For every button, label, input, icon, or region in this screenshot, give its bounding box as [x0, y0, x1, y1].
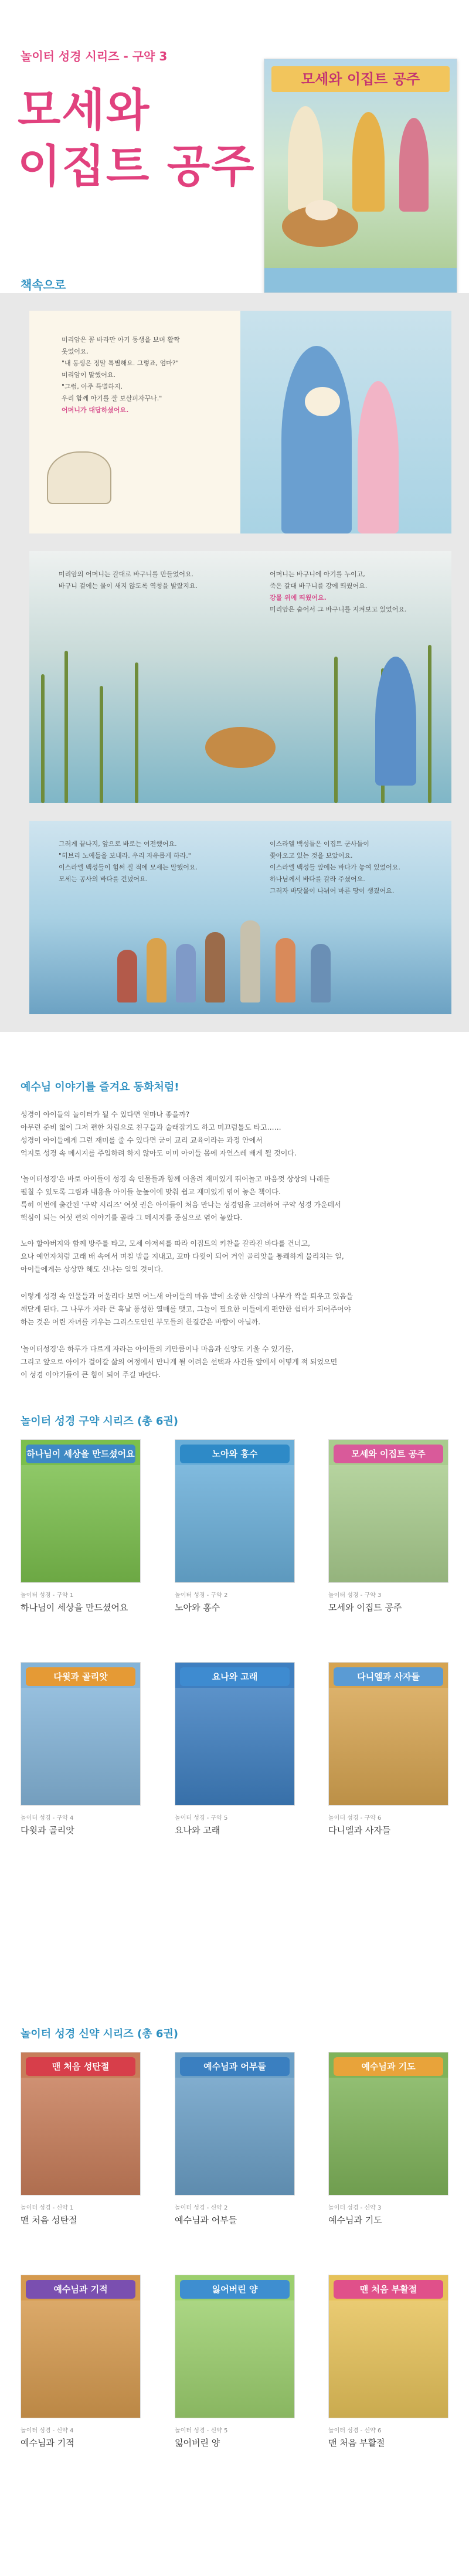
book-cover[interactable] — [175, 1662, 295, 1806]
figure-israelite — [176, 944, 196, 1002]
intro-line: 아무런 준비 없이 그저 편한 차림으로 친구들과 술래잡기도 하고 미끄럼틀도 타고…… — [21, 1123, 281, 1131]
book-series-number: 놀이터 성경 - 신약 3 — [328, 2205, 382, 2211]
cover-illustration — [329, 1465, 448, 1582]
spread2-line: 죽은 갈대 바구니를 강에 띄웠어요. — [270, 582, 368, 590]
reed — [64, 651, 68, 803]
book-cover-title: 다니엘과 사자들 — [334, 1667, 443, 1686]
cover-illustration — [175, 2300, 294, 2418]
figure-servant — [352, 112, 385, 212]
book-card[interactable] — [328, 1439, 448, 1613]
intro-paragraph-3 — [21, 1237, 448, 1276]
intro-line: '놀이터성경'은 바로 아이들이 성경 속 인물들과 함께 어울려 재미있게 뛰어놀고 마음껏 상상의 나래를 — [21, 1175, 330, 1183]
intro-line: 노아 할아버지와 함께 방주를 타고, 모세 아저씨를 따라 이집트의 키찬을 갈라진 바다를 건너고, — [21, 1239, 310, 1248]
spread1-line: "내 동생은 정말 특별해요. 그렇죠, 엄마?" — [62, 359, 179, 367]
spread3-line: 그러자 바닷물이 나뉘어 마른 땅이 생겼어요. — [270, 887, 395, 895]
figure-mother — [375, 657, 416, 786]
book-title[interactable]: 잃어버린 양 — [175, 2438, 220, 2448]
reed — [100, 686, 103, 803]
intro-paragraph-1 — [21, 1108, 448, 1160]
book-cover[interactable] — [21, 2275, 141, 2418]
book-card[interactable] — [175, 2275, 295, 2449]
book-cover-title: 다윗과 골리앗 — [26, 1667, 135, 1686]
spread1-right-page — [240, 311, 451, 533]
spread3-line: 이스라엘 백성들이 힘써 질 적에 모세는 말했어요. — [59, 864, 198, 871]
spread3-line: 하나님께서 바다를 갈라 주셨어요. — [270, 875, 365, 883]
book-card[interactable] — [328, 2052, 448, 2226]
intro-line: 이렇게 성경 속 인물들과 어울리다 보면 어느새 아이들의 마음 밭에 소중한 신앙의 나무가 싹을 틔우고 있음을 — [21, 1292, 354, 1300]
spread3-text-right — [270, 838, 400, 897]
book-cover-title: 잃어버린 양 — [180, 2280, 290, 2299]
book-card[interactable] — [175, 1439, 295, 1613]
figure-mother — [281, 346, 352, 533]
book-title[interactable]: 다니엘과 사자들 — [328, 1825, 391, 1836]
spread2-line: 바구니 겉에는 물이 새지 않도록 역청을 발랐지요. — [59, 582, 198, 590]
book-cover[interactable] — [21, 1439, 141, 1583]
hero-title — [18, 82, 256, 195]
spread3-line: 쫓아오고 있는 것을 보았어요. — [270, 852, 353, 859]
old-testament-heading: 놀이터 성경 구약 시리즈 (총 6권) — [21, 1415, 178, 1428]
cover-illustration — [175, 1465, 294, 1582]
intro-line: 펼칠 수 있도록 그림과 내용을 아이들 눈높이에 맞춰 쉽고 재미있게 엮어 놓은 책이다. — [21, 1188, 281, 1196]
reed — [428, 645, 431, 803]
book-series-number: 놀이터 성경 - 신약 2 — [175, 2205, 228, 2211]
intro-line: 이 성경 이야기들이 큰 힘이 되어 주길 바란다. — [21, 1371, 161, 1379]
new-testament-heading: 놀이터 성경 신약 시리즈 (총 6권) — [21, 2028, 178, 2040]
book-cover-title: 노아와 홍수 — [180, 1445, 290, 1463]
spread2-line: 어머니는 바구니에 아기를 누이고, — [270, 570, 365, 578]
cat-illustration — [47, 451, 111, 504]
hero-title-line2: 이집트 공주 — [18, 140, 256, 192]
book-card[interactable] — [21, 2275, 141, 2449]
figure-princess — [288, 106, 323, 212]
book-series-number: 놀이터 성경 - 구약 2 — [175, 1592, 228, 1599]
spread2-text-right — [270, 569, 407, 616]
intro-line: 요나 예언자처럼 고래 배 속에서 며칠 밤을 지내고, 꼬마 다윗이 되어 거인 골리앗을 통쾌하게 물리치는 일, — [21, 1252, 344, 1260]
book-title[interactable]: 다윗과 골리앗 — [21, 1825, 74, 1836]
book-title[interactable]: 맨 처음 부활절 — [328, 2438, 385, 2448]
spread2-line: 강물 위에 띄웠어요. — [270, 594, 327, 601]
series-label: 놀이터 성경 시리즈 - 구약 3 — [21, 49, 168, 63]
book-title[interactable]: 예수님과 기도 — [328, 2215, 382, 2225]
figure-miriam — [399, 118, 429, 212]
book-series-number: 놀이터 성경 - 신약 4 — [21, 2428, 74, 2434]
figure-israelite — [311, 944, 331, 1002]
book-card[interactable] — [21, 1662, 141, 1836]
spread1-left-page — [29, 311, 240, 533]
spread-heading: 책속으로 — [21, 278, 66, 292]
reed — [334, 657, 338, 803]
book-cover[interactable] — [328, 1439, 448, 1583]
book-cover[interactable] — [328, 1662, 448, 1806]
book-cover[interactable] — [21, 2052, 141, 2196]
cover-illustration — [21, 2300, 140, 2418]
intro-line: 아이들에게는 상상만 해도 신나는 일일 것이다. — [21, 1265, 164, 1273]
book-card[interactable] — [175, 2052, 295, 2226]
book-cover-title: 예수님과 어부들 — [180, 2057, 290, 2076]
spread1-line: 웃었어요. — [62, 348, 89, 355]
reed — [41, 674, 45, 803]
intro-heading: 예수님 이야기를 즐겨요 동화처럼! — [21, 1081, 179, 1093]
intro-paragraph-2 — [21, 1173, 448, 1224]
intro-line: 성경이 아이들의 놀이터가 될 수 있다면 얼마나 좋을까? — [21, 1110, 190, 1119]
book-series-number: 놀이터 성경 - 구약 6 — [328, 1815, 382, 1821]
cover-illustration — [329, 2300, 448, 2418]
cover-illustration — [329, 1688, 448, 1805]
hero-section — [0, 0, 469, 240]
intro-line: 성경이 아이들에게 그런 재미를 줄 수 있다면 굳이 교리 교육이라는 과정 안에서 — [21, 1136, 263, 1144]
baby-illustration — [305, 200, 338, 220]
book-cover-title: 요나와 고래 — [180, 1667, 290, 1686]
spread-page-1 — [29, 311, 451, 533]
spread1-line: 우리 함께 아기를 잘 보살피자꾸나." — [62, 395, 162, 402]
book-cover-image — [264, 59, 457, 293]
cover-title: 모세와 이집트 공주 — [271, 66, 450, 92]
spread1-line: "그럼, 아주 특별하지. — [62, 383, 123, 390]
book-cover[interactable] — [21, 1662, 141, 1806]
book-title[interactable]: 예수님과 기적 — [21, 2438, 74, 2448]
book-series-number: 놀이터 성경 - 신약 5 — [175, 2428, 228, 2434]
intro-line: 핵심이 되는 여섯 편의 이야기를 골라 그 메시지를 중심으로 엮어 놓았다. — [21, 1214, 243, 1222]
spread-page-2 — [29, 551, 451, 803]
cover-illustration — [329, 2078, 448, 2195]
figure-miriam — [358, 381, 399, 533]
book-cover-title: 맨 처음 부활절 — [334, 2280, 443, 2299]
book-cover-title: 모세와 이집트 공주 — [334, 1445, 443, 1463]
book-cover-title: 맨 처음 성탄절 — [26, 2057, 135, 2076]
book-title[interactable]: 모세와 이집트 공주 — [328, 1602, 402, 1613]
figure-israelite — [205, 932, 225, 1002]
book-cover[interactable] — [175, 2052, 295, 2196]
spread3-line: 이스라엘 백성들 앞에는 바다가 놓여 있었어요. — [270, 864, 400, 871]
book-cover[interactable] — [175, 2275, 295, 2418]
cover-illustration — [175, 1688, 294, 1805]
spread3-line: 모세는 공사의 바다를 건넜어요. — [59, 875, 148, 883]
cover-illustration — [21, 1465, 140, 1582]
intro-line: 특히 이번에 출간된 '구약 시리즈' 여섯 권은 아이들이 처음 만나는 성경임을 고려하여 구약 성경 가운데서 — [21, 1201, 341, 1209]
intro-paragraph-4 — [21, 1290, 448, 1328]
cover-footer-band — [264, 268, 457, 293]
cover-illustration — [175, 2078, 294, 2195]
intro-line: '놀이터성경'은 하루가 다르게 자라는 아이들의 키만큼이나 마음과 신앙도 키울 수 있기를, — [21, 1345, 294, 1353]
figure-israelite — [117, 950, 137, 1002]
intro-line: 하는 것은 어린 자녀를 키우는 그리스도인인 부모들의 한결같은 바람이 아닐까. — [21, 1318, 261, 1326]
book-cover[interactable] — [328, 2275, 448, 2418]
intro-paragraph-5 — [21, 1343, 448, 1381]
book-cover[interactable] — [175, 1439, 295, 1583]
spread1-line: 어머니가 대답하셨어요. — [62, 406, 129, 414]
book-series-number: 놀이터 성경 - 신약 6 — [328, 2428, 382, 2434]
book-cover[interactable] — [328, 2052, 448, 2196]
book-series-number: 놀이터 성경 - 구약 4 — [21, 1815, 74, 1821]
book-title[interactable]: 하나님이 세상을 만드셨어요 — [21, 1602, 128, 1613]
spread1-line: 미리암이 말했어요. — [62, 371, 116, 379]
book-cover-title: 예수님과 기적 — [26, 2280, 135, 2299]
reed — [135, 662, 138, 803]
spread2-line: 미리암의 어머니는 갈대로 바구니를 만들었어요. — [59, 570, 194, 578]
book-series-number: 놀이터 성경 - 구약 1 — [21, 1592, 74, 1599]
spread-page-3 — [29, 821, 451, 1014]
figure-israelite — [147, 938, 166, 1002]
spread1-text — [62, 334, 180, 416]
book-card[interactable] — [21, 1439, 141, 1613]
book-card[interactable] — [175, 1662, 295, 1836]
spread2-line: 미리암은 숨어서 그 바구니를 지켜보고 있었어요. — [270, 606, 407, 613]
book-cover-title: 예수님과 기도 — [334, 2057, 443, 2076]
book-cover-title: 하나님이 세상을 만드셨어요 — [26, 1445, 135, 1463]
intro-line: 그리고 앞으로 아이가 걸어갈 삶의 여정에서 만나게 될 어려운 선택과 사건들 앞에서 어떻게 적 되었으면 — [21, 1358, 338, 1366]
figure-israelite — [276, 938, 295, 1002]
book-card[interactable] — [21, 2052, 141, 2226]
spread1-line: 미리암은 꼼 바라만 아기 동생을 보며 활짝 — [62, 336, 180, 344]
book-card[interactable] — [328, 2275, 448, 2449]
spread2-text-left — [59, 569, 198, 592]
baby-illustration — [305, 387, 340, 416]
figure-moses — [240, 920, 260, 1002]
intro-line: 억지로 성경 속 메시지를 주입하려 하지 않아도 이미 아이들 몸에 자연스레 배게 될 것이다. — [21, 1149, 297, 1157]
spread3-line: "히브리 노예들을 보내라. 우리 자유롭게 하라." — [59, 852, 191, 859]
spread3-line: 이스라엘 백성들은 이집트 군사들이 — [270, 840, 369, 848]
spread3-line: 그러게 끝나지, 앞으로 바로는 여전했어요. — [59, 840, 177, 848]
book-title[interactable]: 노아와 홍수 — [175, 1602, 220, 1613]
book-title[interactable]: 예수님과 어부들 — [175, 2215, 237, 2225]
book-series-number: 놀이터 성경 - 신약 1 — [21, 2205, 74, 2211]
book-series-number: 놀이터 성경 - 구약 3 — [328, 1592, 382, 1599]
cover-illustration — [21, 2078, 140, 2195]
book-title[interactable]: 맨 처음 성탄절 — [21, 2215, 77, 2225]
hero-title-line1: 모세와 — [18, 84, 151, 136]
book-title[interactable]: 요나와 고래 — [175, 1825, 220, 1836]
intro-line: 깨닫게 된다. 그 나무가 자라 큰 혹날 풍성한 열매를 맺고, 그늘이 필요한 이들에게 편안한 쉼터가 되어주어야 — [21, 1305, 351, 1313]
spread3-text-left — [59, 838, 198, 885]
book-series-number: 놀이터 성경 - 구약 5 — [175, 1815, 228, 1821]
book-card[interactable] — [328, 1662, 448, 1836]
cover-illustration — [21, 1688, 140, 1805]
basket-illustration — [205, 727, 276, 768]
